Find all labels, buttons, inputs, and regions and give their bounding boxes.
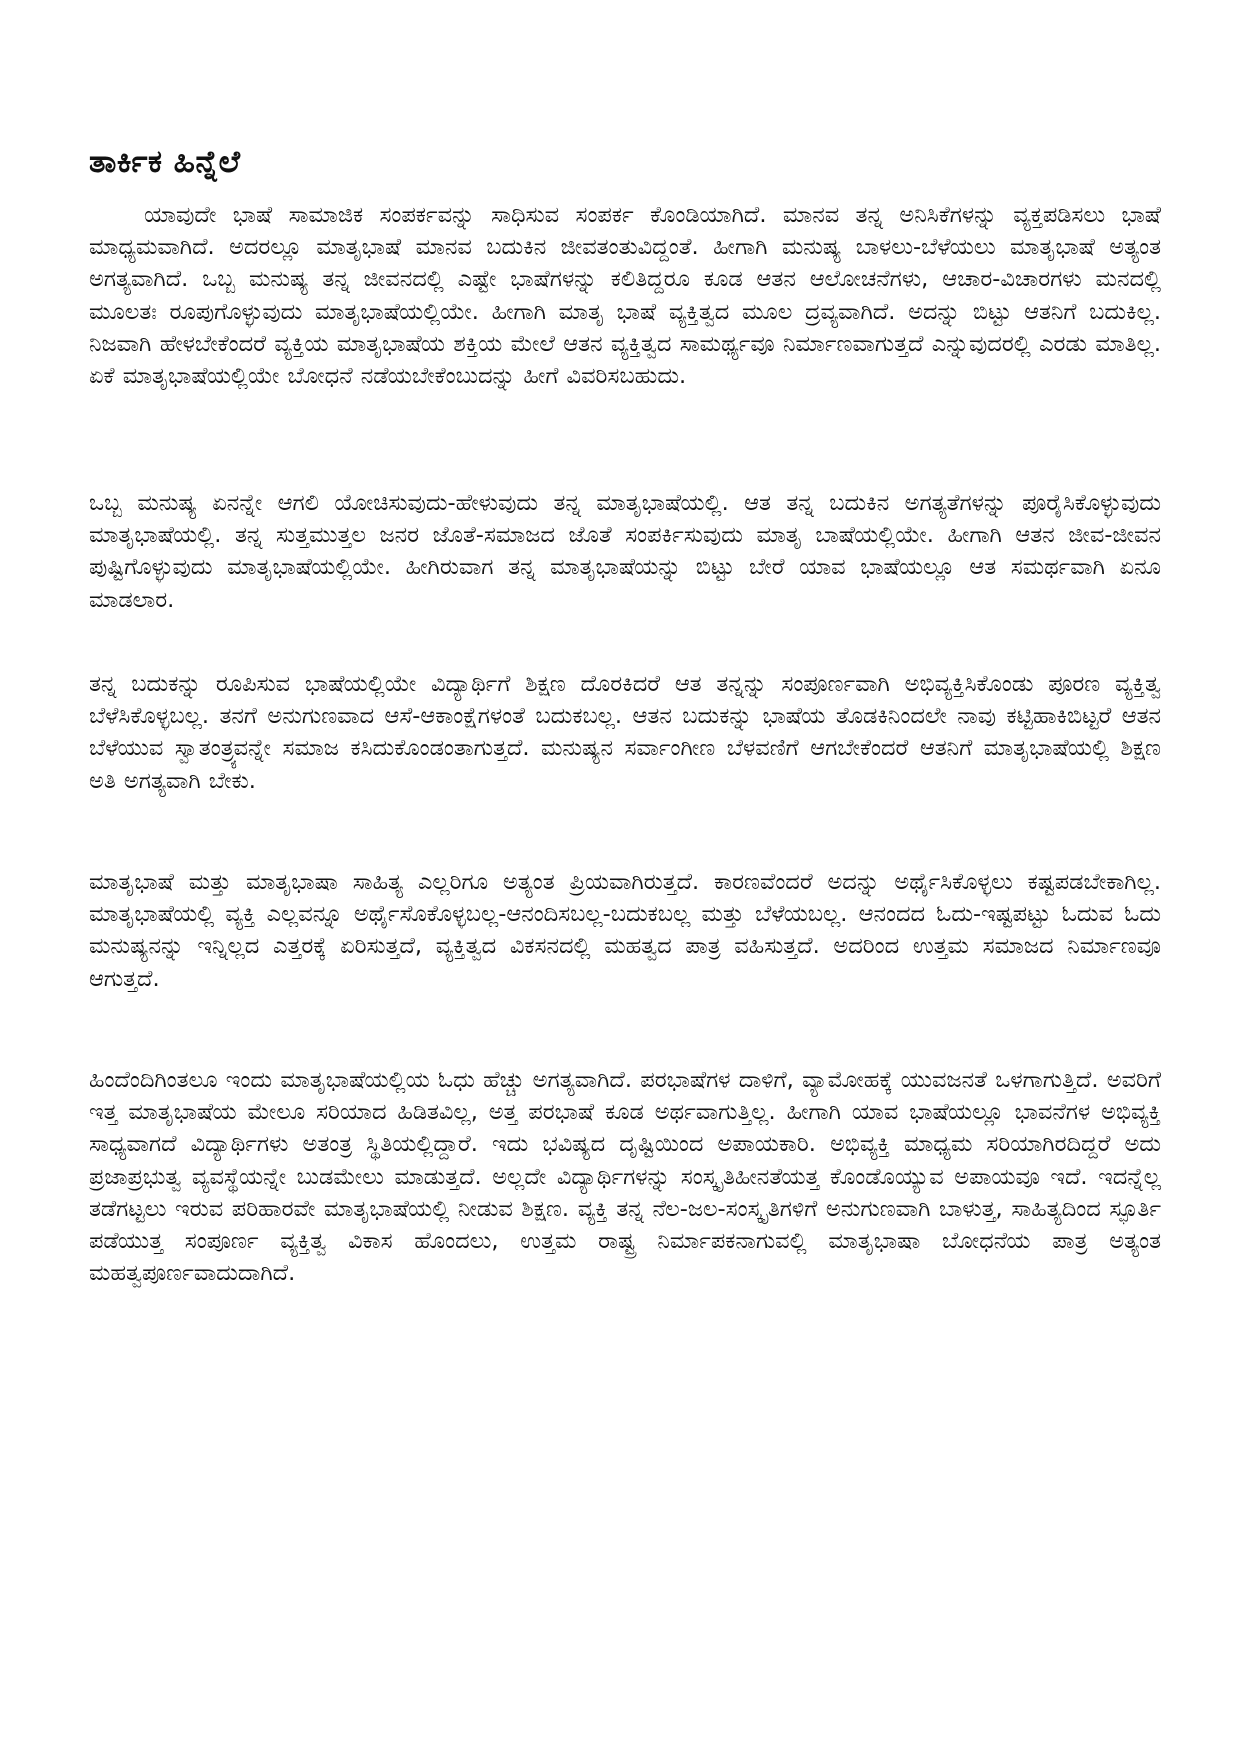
paragraph-3: ತನ್ನ ಬದುಕನ್ನು ರೂಪಿಸುವ ಭಾಷೆಯಲ್ಲಿಯೇ ವಿದ್ಯಾರ್ಥಿಗೆ ಶಿಕ್ಷಣ ದೊರಕಿದರೆ ಆತ ತನ್ನನ್ನು ಸಂಪೂರ್ಣವಾಗಿ ಅಭಿವ್ಯಕ್ತಿಸಿಕೊಂಡು ಪೂರಣ ವ್ಯಕ್ತಿತ್ವ ಬೆಳೆಸಿಕೊಳ್ಳಬಲ್ಲ. ತನಗೆ ಅನುಗುಣವಾದ ಆಸೆ-ಆಕಾಂಕ್ಷೆಗಳಂತೆ ಬದುಕಬಲ್ಲ. ಆತನ ಬದುಕನ್ನು ಭಾಷೆಯ ತೊಡಕಿನಿಂದಲೇ ನಾವು ಕಟ್ಟಿಹಾಕಿಬಿಟ್ಟರೆ ಆತನ ಬೆಳೆಯುವ ಸ್ವಾತಂತ್ರ್ಯವನ್ನೇ ಸಮಾಜ ಕಸಿದುಕೊಂಡಂತಾಗುತ್ತದೆ. ಮನುಷ್ಯನ ಸರ್ವಾಂಗೀಣ ಬೆಳವಣಿಗೆ ಆಗಬೇಕೆಂದರೆ ಆತನಿಗೆ ಮಾತೃಭಾಷೆಯಲ್ಲಿ ಶಿಕ್ಷಣ ಅತಿ ಅಗತ್ಯವಾಗಿ ಬೇಕು. bbox=[89, 671, 1161, 794]
paragraph-4: ಮಾತೃಭಾಷೆ ಮತ್ತು ಮಾತೃಭಾಷಾ ಸಾಹಿತ್ಯ ಎಲ್ಲರಿಗೂ ಅತ್ಯಂತ ಪ್ರಿಯವಾಗಿರುತ್ತದೆ. ಕಾರಣವೆಂದರೆ ಅದನ್ನು ಅರ್ಥೈಸಿಕೊಳ್ಳಲು ಕಷ್ಟಪಡಬೇಕಾಗಿಲ್ಲ. ಮಾತೃಭಾಷೆಯಲ್ಲಿ ವ್ಯಕ್ತಿ ಎಲ್ಲವನ್ನೂ ಅರ್ಥೈಸೊಕೊಳ್ಳಬಲ್ಲ-ಆನಂದಿಸಬಲ್ಲ-ಬದುಕಬಲ್ಲ ಮತ್ತು ಬೆಳೆಯಬಲ್ಲ. ಆನಂದದ ಓದು-ಇಷ್ಟಪಟ್ಟು ಓದುವ ಓದು ಮನುಷ್ಯನನ್ನು ಇನ್ನಿಲ್ಲದ ಎತ್ತರಕ್ಕೆ ಏರಿಸುತ್ತದೆ, ವ್ಯಕ್ತಿತ್ವದ ವಿಕಸನದಲ್ಲಿ ಮಹತ್ವದ ಪಾತ್ರ ವಹಿಸುತ್ತದೆ. ಅದರಿಂದ ಉತ್ತಮ ಸಮಾಜದ ನಿರ್ಮಾಣವೂ ಆಗುತ್ತದೆ. bbox=[89, 869, 1161, 992]
paragraph-1: ಯಾವುದೇ ಭಾಷೆ ಸಾಮಾಜಿಕ ಸಂಪರ್ಕವನ್ನು ಸಾಧಿಸುವ ಸಂಪರ್ಕ ಕೊಂಡಿಯಾಗಿದೆ. ಮಾನವ ತನ್ನ ಅನಿಸಿಕೆಗಳನ್ನು ವ್ಯಕ್ತಪಡಿಸಲು ಭಾಷೆ ಮಾಧ್ಯಮವಾಗಿದೆ. ಅದರಲ್ಲೂ ಮಾತೃಭಾಷೆ ಮಾನವ ಬದುಕಿನ ಜೀವತಂತುವಿದ್ದಂತೆ. ಹೀಗಾಗಿ ಮನುಷ್ಯ ಬಾಳಲು-ಬೆಳೆಯಲು ಮಾತೃಭಾಷೆ ಅತ್ಯಂತ ಅಗತ್ಯವಾಗಿದೆ. ಒಬ್ಬ ಮನುಷ್ಯ ತನ್ನ ಜೀವನದಲ್ಲಿ ಎಷ್ಟೇ ಭಾಷೆಗಳನ್ನು ಕಲಿತಿದ್ದರೂ ಕೂಡ ಆತನ ಆಲೋಚನೆಗಳು, ಆಚಾರ-ವಿಚಾರಗಳು ಮನದಲ್ಲಿ ಮೂಲತಃ ರೂಪುಗೊಳ್ಳುವುದು ಮಾತೃಭಾಷೆಯಲ್ಲಿಯೇ. ಹೀಗಾಗಿ ಮಾತೃ ಭಾಷೆ ವ್ಯಕ್ತಿತ್ವದ ಮೂಲ ದ್ರವ್ಯವಾಗಿದೆ. ಅದನ್ನು ಬಿಟ್ಟು ಆತನಿಗೆ ಬದುಕಿಲ್ಲ. ನಿಜವಾಗಿ ಹೇಳಬೇಕೆಂದರೆ ವ್ಯಕ್ತಿಯ ಮಾತೃಭಾಷೆಯ ಶಕ್ತಿಯ ಮೇಲೆ ಆತನ ವ್ಯಕ್ತಿತ್ವದ ಸಾಮರ್ಥ್ಯವೂ ನಿರ್ಮಾಣವಾಗುತ್ತದೆ ಎನ್ನುವುದರಲ್ಲಿ ಎರಡು ಮಾತಿಲ್ಲ. ಏಕೆ ಮಾತೃಭಾಷೆಯಲ್ಲಿಯೇ ಬೋಧನೆ ನಡೆಯಬೇಕೆಂಬುದನ್ನು ಹೀಗೆ ವಿವರಿಸಬಹುದು. bbox=[89, 202, 1161, 390]
paragraph-5: ಹಿಂದೆಂದಿಗಿಂತಲೂ ಇಂದು ಮಾತೃಭಾಷೆಯಲ್ಲಿಯ ಓಧು ಹೆಚ್ಚು ಅಗತ್ಯವಾಗಿದೆ. ಪರಭಾಷೆಗಳ ದಾಳಿಗೆ, ವ್ಯಾಮೋಹಕ್ಕೆ ಯುವಜನತೆ ಒಳಗಾಗುತ್ತಿದೆ. ಅವರಿಗೆ ಇತ್ತ ಮಾತೃಭಾಷೆಯ ಮೇಲೂ ಸರಿಯಾದ ಹಿಡಿತವಿಲ್ಲ, ಅತ್ತ ಪರಭಾಷೆ ಕೂಡ ಅರ್ಥವಾಗುತ್ತಿಲ್ಲ. ಹೀಗಾಗಿ ಯಾವ ಭಾಷೆಯಲ್ಲೂ ಭಾವನೆಗಳ ಅಭಿವ್ಯಕ್ತಿ ಸಾಧ್ಯವಾಗದೆ ವಿದ್ಯಾರ್ಥಿಗಳು ಅತಂತ್ರ ಸ್ಥಿತಿಯಲ್ಲಿದ್ದಾರೆ. ಇದು ಭವಿಷ್ಯದ ದೃಷ್ಟಿಯಿಂದ ಅಪಾಯಕಾರಿ. ಅಭಿವ್ಯಕ್ತಿ ಮಾಧ್ಯಮ ಸರಿಯಾಗಿರದಿದ್ದರೆ ಅದು ಪ್ರಜಾಪ್ರಭುತ್ವ ವ್ಯವಸ್ಥೆಯನ್ನೇ ಬುಡಮೇಲು ಮಾಡುತ್ತದೆ. ಅಲ್ಲದೇ ವಿದ್ಯಾರ್ಥಿಗಳನ್ನು ಸಂಸ್ಕೃತಿಹೀನತೆಯತ್ತ ಕೊಂಡೊಯ್ಯುವ ಅಪಾಯವೂ ಇದೆ. ಇದನ್ನೆಲ್ಲ ತಡೆಗಟ್ಟಲು ಇರುವ ಪರಿಹಾರವೇ ಮಾತೃಭಾಷೆಯಲ್ಲಿ ನೀಡುವ ಶಿಕ್ಷಣ. ವ್ಯಕ್ತಿ ತನ್ನ ನೆಲ-ಜಲ-ಸಂಸ್ಕೃತಿಗಳಿಗೆ ಅನುಗುಣವಾಗಿ ಬಾಳುತ್ತ, ಸಾಹಿತ್ಯದಿಂದ ಸ್ಫೂರ್ತಿ ಪಡೆಯುತ್ತ ಸಂಪೂರ್ಣ ವ್ಯಕ್ತಿತ್ವ ವಿಕಾಸ ಹೊಂದಲು, ಉತ್ತಮ ರಾಷ್ಟ್ರ ನಿರ್ಮಾಪಕನಾಗುವಲ್ಲಿ ಮಾತೃಭಾಷಾ ಬೋಧನೆಯ ಪಾತ್ರ ಅತ್ಯಂತ ಮಹತ್ವಪೂರ್ಣವಾದುದಾಗಿದೆ. bbox=[89, 1067, 1161, 1287]
page-title: ತಾರ್ಕಿಕ ಹಿನ್ನೆಲೆ bbox=[89, 144, 241, 180]
paragraph-2: ಒಬ್ಬ ಮನುಷ್ಯ ಏನನ್ನೇ ಆಗಲಿ ಯೋಚಿಸುವುದು-ಹೇಳುವುದು ತನ್ನ ಮಾತೃಭಾಷೆಯಲ್ಲಿ. ಆತ ತನ್ನ ಬದುಕಿನ ಅಗತ್ಯತೆಗಳನ್ನು ಪೂರೈಸಿಕೊಳ್ಳುವುದು ಮಾತೃಭಾಷೆಯಲ್ಲಿ. ತನ್ನ ಸುತ್ತಮುತ್ತಲ ಜನರ ಜೊತೆ-ಸಮಾಜದ ಜೊತೆ ಸಂಪರ್ಕಿಸುವುದು ಮಾತೃ ಬಾಷೆಯಲ್ಲಿಯೇ. ಹೀಗಾಗಿ ಆತನ ಜೀವ-ಜೀವನ ಪುಷ್ಟಿಗೊಳ್ಳುವುದು ಮಾತೃಭಾಷೆಯಲ್ಲಿಯೇ. ಹೀಗಿರುವಾಗ ತನ್ನ ಮಾತೃಭಾಷೆಯನ್ನು ಬಿಟ್ಟು ಬೇರೆ ಯಾವ ಭಾಷೆಯಲ್ಲೂ ಆತ ಸಮರ್ಥವಾಗಿ ಏನೂ ಮಾಡಲಾರ. bbox=[89, 490, 1161, 613]
